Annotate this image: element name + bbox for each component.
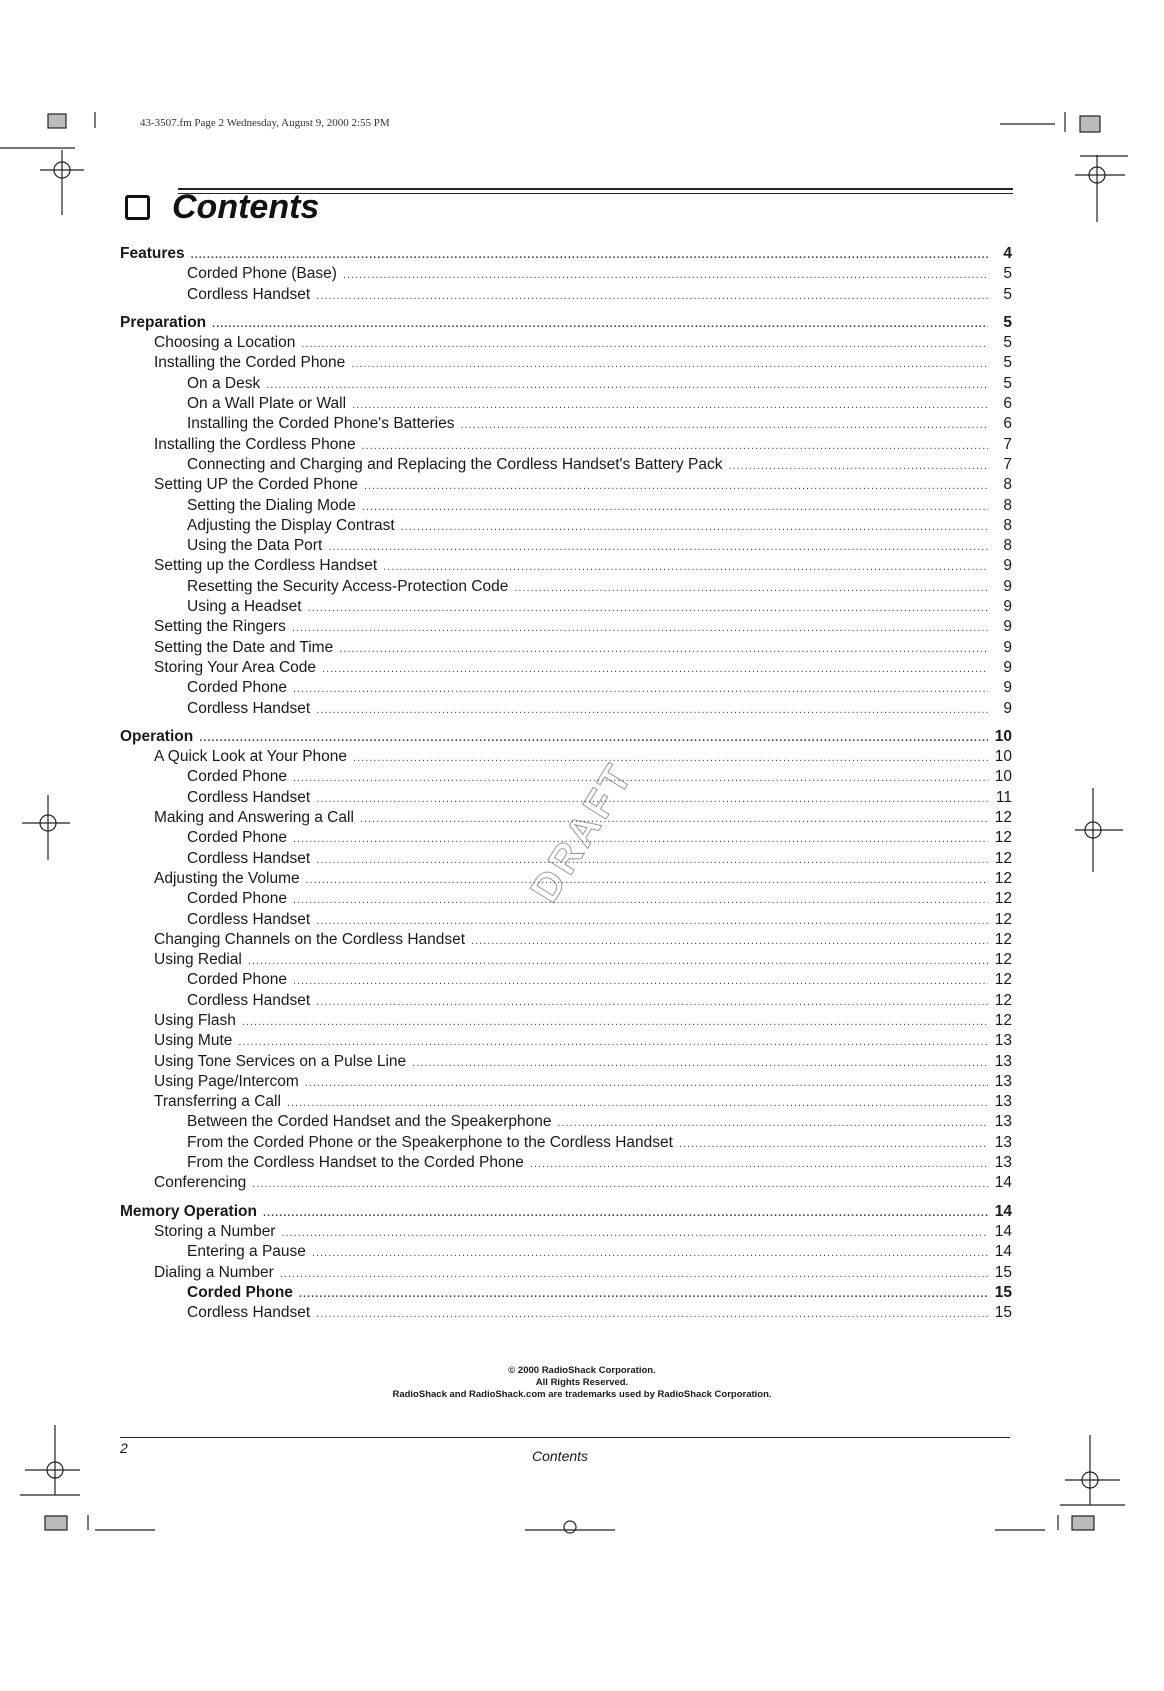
copyright-line: © 2000 RadioShack Corporation.	[508, 1365, 656, 1376]
toc-leader-dots	[316, 1304, 988, 1324]
toc-page-number: 13	[994, 1133, 1012, 1151]
toc-page-number: 9	[1003, 557, 1012, 575]
toc-entry	[120, 991, 1012, 1011]
toc-entry	[120, 496, 1012, 516]
toc-entry	[120, 699, 1012, 719]
footer-rule	[120, 1437, 1010, 1438]
toc-entry	[120, 678, 1012, 698]
toc-entry	[120, 808, 1012, 828]
toc-page-number: 8	[1003, 496, 1012, 514]
toc-label: Features	[120, 245, 185, 262]
toc-page-number: 13	[994, 1093, 1012, 1111]
toc-entry	[120, 455, 1012, 475]
toc-leader-dots	[308, 598, 988, 618]
toc-label: Memory Operation	[120, 1202, 257, 1220]
toc-leader-dots	[301, 334, 988, 354]
toc-page-number: 14	[994, 1174, 1012, 1192]
toc-page-number: 12	[994, 910, 1012, 928]
toc-entry	[120, 1092, 1012, 1112]
toc-leader-dots	[352, 395, 988, 415]
toc-page-number: 13	[994, 1052, 1012, 1070]
toc-page-number: 12	[994, 930, 1012, 948]
toc-label: Cordless Handset	[187, 991, 311, 1009]
toc-section	[120, 244, 1012, 264]
toc-page-number: 9	[1003, 577, 1012, 595]
toc-label: Adjusting the Display Contrast	[187, 516, 395, 534]
toc-page-number: 8	[1003, 476, 1012, 494]
toc-label: Corded Phone	[187, 971, 287, 989]
toc-label: Storing Your Area Code	[154, 658, 317, 676]
toc-leader-dots	[252, 1174, 988, 1194]
checkbox-square-icon	[125, 195, 150, 220]
toc-label: Using Flash	[154, 1011, 236, 1029]
toc-leader-dots	[362, 497, 988, 517]
toc-leader-dots	[293, 971, 988, 991]
toc-entry	[120, 1052, 1012, 1072]
toc-label: Adjusting the Volume	[154, 869, 300, 887]
toc-page-number: 13	[994, 1113, 1012, 1131]
toc-entry	[120, 333, 1012, 353]
toc-entry	[120, 1263, 1012, 1283]
toc-entry	[120, 1133, 1012, 1153]
toc-page-number: 5	[1003, 265, 1012, 283]
file-info-header: 43-3507.fm Page 2 Wednesday, August 9, 2000 2:55 PM	[140, 117, 390, 129]
toc-page-number: 5	[1003, 313, 1012, 331]
toc-leader-dots	[316, 286, 988, 306]
toc-leader-dots	[281, 1223, 988, 1243]
toc-label: Setting the Ringers	[154, 618, 286, 636]
toc-page-number: 10	[994, 748, 1012, 766]
toc-leader-dots	[362, 436, 988, 456]
toc-page-number: 8	[1003, 537, 1012, 555]
toc-entry	[120, 597, 1012, 617]
toc-leader-dots	[412, 1053, 988, 1073]
toc-page-number: 6	[1003, 415, 1012, 433]
toc-entry	[120, 394, 1012, 414]
toc-entry	[120, 414, 1012, 434]
toc-leader-dots	[401, 517, 988, 537]
toc-page-number: 14	[994, 1202, 1012, 1220]
toc-page-number: 15	[994, 1283, 1012, 1301]
toc-entry	[120, 556, 1012, 576]
toc-entry	[120, 638, 1012, 658]
toc-label: Corded Phone (Base)	[187, 265, 337, 283]
toc-page-number: 11	[995, 788, 1012, 806]
toc-page-number: 6	[1003, 395, 1012, 413]
toc-label: On a Desk	[187, 374, 261, 392]
toc-label: Using a Headset	[187, 598, 302, 616]
toc-label: Entering a Pause	[187, 1243, 306, 1261]
toc-page-number: 7	[1003, 435, 1012, 453]
toc-leader-dots	[364, 476, 988, 496]
toc-label: Setting the Dialing Mode	[187, 496, 356, 514]
toc-leader-dots	[353, 748, 988, 768]
toc-page-number: 5	[1003, 334, 1012, 352]
toc-entry	[120, 1011, 1012, 1031]
toc-leader-dots	[293, 829, 988, 849]
toc-entry	[120, 475, 1012, 495]
rights-line: All Rights Reserved.	[535, 1377, 629, 1388]
toc-leader-dots	[339, 639, 988, 659]
toc-entry	[120, 285, 1012, 305]
toc-entry	[120, 950, 1012, 970]
toc-label: Corded Phone	[187, 890, 287, 908]
toc-leader-dots	[360, 809, 988, 829]
toc-page-number: 14	[994, 1243, 1012, 1261]
toc-leader-dots	[293, 890, 988, 910]
toc-page-number: 4	[1003, 245, 1012, 262]
toc-label: Cordless Handset	[187, 910, 311, 928]
toc-leader-dots	[263, 1203, 988, 1223]
toc-entry	[120, 1031, 1012, 1051]
toc-page-number: 12	[994, 829, 1012, 847]
toc-entry	[120, 1222, 1012, 1242]
toc-entry	[120, 435, 1012, 455]
toc-page-number: 9	[1003, 598, 1012, 616]
toc-label: Using Mute	[154, 1032, 233, 1050]
toc-leader-dots	[728, 456, 988, 476]
toc-page-number: 8	[1003, 516, 1012, 534]
toc-leader-dots	[287, 1093, 988, 1113]
toc-leader-dots	[322, 659, 988, 679]
toc-leader-dots	[305, 1073, 988, 1093]
toc-leader-dots	[199, 728, 988, 748]
toc-page-number: 12	[994, 991, 1012, 1009]
toc-page-number: 13	[994, 1072, 1012, 1090]
toc-leader-dots	[191, 245, 988, 265]
toc-leader-dots	[266, 375, 988, 395]
toc-label: Making and Answering a Call	[154, 809, 354, 827]
toc-leader-dots	[558, 1113, 988, 1133]
toc-page-number: 5	[1003, 285, 1012, 303]
toc-label: Using the Data Port	[187, 537, 323, 555]
toc-label: Conferencing	[154, 1174, 247, 1192]
toc-leader-dots	[293, 768, 988, 788]
toc-label: Operation	[120, 727, 194, 745]
toc-leader-dots	[471, 931, 988, 951]
toc-entry	[120, 849, 1012, 869]
toc-leader-dots	[299, 1284, 988, 1304]
toc-leader-dots	[328, 537, 988, 557]
draft-watermark: DRAFT	[522, 754, 643, 910]
toc-entry	[120, 516, 1012, 536]
toc-entry	[120, 1173, 1012, 1193]
toc-page-number: 12	[994, 971, 1012, 989]
toc-label: Installing the Cordless Phone	[154, 435, 356, 453]
toc-entry	[120, 1242, 1012, 1262]
toc-entry	[120, 1303, 1012, 1323]
toc-page-number: 13	[994, 1154, 1012, 1172]
toc-label: Storing a Number	[154, 1222, 276, 1240]
toc-leader-dots	[292, 618, 988, 638]
toc-section	[120, 313, 1012, 333]
toc-page-number: 15	[994, 1304, 1012, 1322]
toc-page-number: 10	[994, 768, 1012, 786]
toc-entry	[120, 536, 1012, 556]
page-heading	[125, 188, 319, 227]
toc-leader-dots	[306, 870, 988, 890]
toc-page-number: 12	[994, 951, 1012, 969]
trademark-line: RadioShack and RadioShack.com are trademarks used by RadioShack Corporation.	[392, 1389, 772, 1400]
toc-label: Dialing a Number	[154, 1263, 274, 1281]
toc-entry	[120, 767, 1012, 787]
toc-page-number: 12	[994, 1011, 1012, 1029]
toc-leader-dots	[316, 992, 988, 1012]
toc-leader-dots	[212, 314, 988, 334]
toc-entry	[120, 1112, 1012, 1132]
toc-label: From the Cordless Handset to the Corded Phone	[187, 1154, 524, 1172]
toc-leader-dots	[351, 354, 988, 374]
toc-label: Cordless Handset	[187, 699, 311, 717]
toc-entry	[120, 747, 1012, 767]
toc-leader-dots	[343, 265, 988, 285]
toc-label: From the Corded Phone or the Speakerphone to the Cordless Handset	[187, 1133, 673, 1151]
toc-page-number: 12	[994, 890, 1012, 908]
toc-section	[120, 1202, 1012, 1222]
toc-page-number: 14	[994, 1222, 1012, 1240]
toc-page-number: 12	[994, 869, 1012, 887]
toc-page-number: 12	[994, 849, 1012, 867]
toc-label: Corded Phone	[187, 1283, 293, 1301]
toc-entry	[120, 374, 1012, 394]
footer-section-title: Contents	[532, 1448, 589, 1464]
toc-label: Transferring a Call	[154, 1093, 281, 1111]
toc-leader-dots	[514, 578, 988, 598]
toc-label: Preparation	[120, 313, 207, 331]
toc-label: Cordless Handset	[187, 285, 311, 303]
copyright-block	[0, 1365, 1164, 1401]
toc-section	[120, 727, 1012, 747]
toc-leader-dots	[460, 415, 988, 435]
toc-page-number: 9	[1003, 679, 1012, 697]
toc-leader-dots	[312, 1243, 988, 1263]
toc-leader-dots	[679, 1134, 988, 1154]
toc-leader-dots	[280, 1264, 988, 1284]
toc-page-number: 9	[1003, 658, 1012, 676]
toc-label: Setting the Date and Time	[154, 638, 334, 656]
toc-page-number: 5	[1003, 374, 1012, 392]
toc-leader-dots	[242, 1012, 988, 1032]
footer-page-number: 2	[120, 1440, 128, 1456]
toc-entry	[120, 658, 1012, 678]
toc-entry	[120, 617, 1012, 637]
toc-page-number: 13	[994, 1032, 1012, 1050]
toc-label: Cordless Handset	[187, 788, 311, 806]
toc-label: Setting UP the Corded Phone	[154, 476, 358, 494]
toc-entry	[120, 1072, 1012, 1092]
toc-label: Setting up the Cordless Handset	[154, 557, 378, 575]
toc-label: Changing Channels on the Cordless Handset	[154, 930, 466, 948]
toc-leader-dots	[248, 951, 988, 971]
toc-page-number: 9	[1003, 699, 1012, 717]
toc-entry	[120, 788, 1012, 808]
toc-leader-dots	[530, 1154, 988, 1174]
toc-label: On a Wall Plate or Wall	[187, 395, 347, 413]
toc-entry	[120, 828, 1012, 848]
toc-label: Corded Phone	[187, 679, 287, 697]
table-of-contents	[120, 244, 1012, 1323]
toc-page-number: 7	[1003, 455, 1012, 473]
toc-leader-dots	[316, 850, 988, 870]
toc-entry	[120, 889, 1012, 909]
toc-entry	[120, 930, 1012, 950]
toc-entry	[120, 910, 1012, 930]
toc-leader-dots	[316, 700, 988, 720]
toc-page-number: 12	[994, 809, 1012, 827]
toc-label: Installing the Corded Phone's Batteries	[187, 415, 455, 433]
toc-label: Corded Phone	[187, 829, 287, 847]
toc-leader-dots	[293, 679, 988, 699]
toc-label: A Quick Look at Your Phone	[154, 748, 348, 766]
toc-entry	[120, 869, 1012, 889]
toc-entry	[120, 1283, 1012, 1303]
toc-label: Cordless Handset	[187, 1304, 311, 1322]
page-title: Contents	[172, 188, 320, 226]
toc-page-number: 5	[1003, 354, 1012, 372]
toc-label: Installing the Corded Phone	[154, 354, 346, 372]
toc-page-number: 9	[1003, 638, 1012, 656]
toc-entry	[120, 264, 1012, 284]
toc-label: Using Tone Services on a Pulse Line	[154, 1052, 407, 1070]
toc-label: Using Redial	[154, 951, 242, 969]
toc-page-number: 10	[994, 727, 1012, 745]
toc-label: Choosing a Location	[154, 334, 296, 352]
toc-leader-dots	[316, 911, 988, 931]
toc-page-number: 9	[1003, 618, 1012, 636]
toc-entry	[120, 1153, 1012, 1173]
toc-leader-dots	[238, 1032, 988, 1052]
toc-entry	[120, 970, 1012, 990]
toc-leader-dots	[316, 789, 988, 809]
toc-label: Connecting and Charging and Replacing the Cordless Handset's Battery Pack	[187, 455, 723, 473]
toc-label: Cordless Handset	[187, 849, 311, 867]
toc-label: Resetting the Security Access-Protection Code	[187, 577, 509, 595]
toc-label: Using Page/Intercom	[154, 1072, 299, 1090]
toc-entry	[120, 577, 1012, 597]
toc-label: Corded Phone	[187, 768, 287, 786]
toc-label: Between the Corded Handset and the Speakerphone	[187, 1113, 552, 1131]
toc-page-number: 15	[994, 1263, 1012, 1281]
toc-leader-dots	[383, 557, 988, 577]
toc-entry	[120, 353, 1012, 373]
